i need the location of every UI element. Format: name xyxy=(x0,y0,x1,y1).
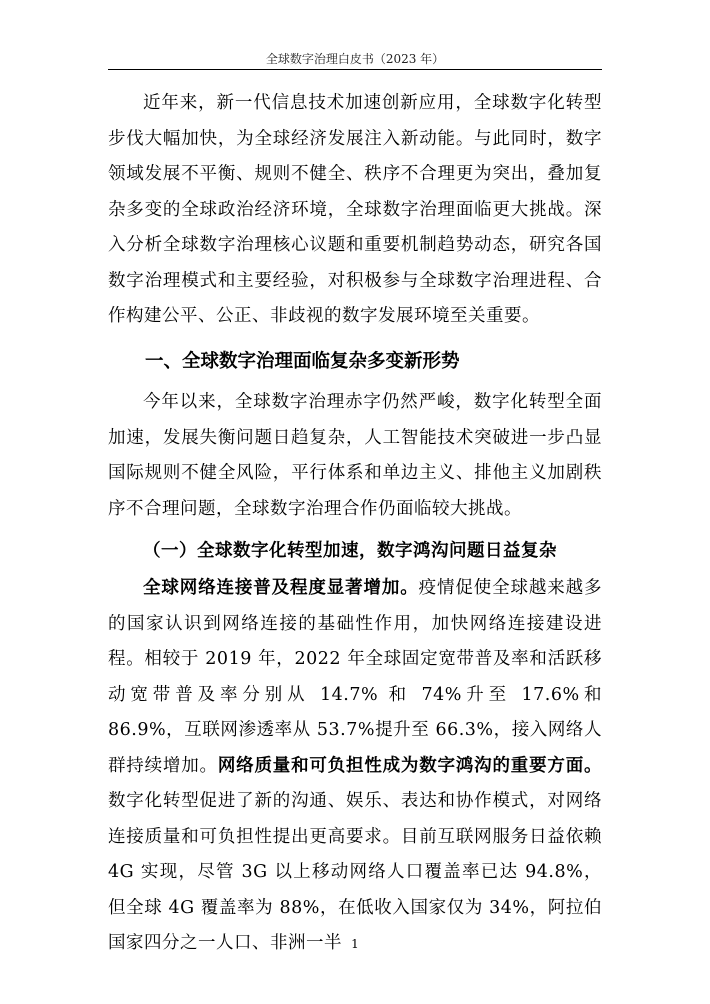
bold-lead-1: 全球网络连接普及程度显著增加。 xyxy=(143,578,419,598)
header-rule xyxy=(108,69,602,70)
intro-paragraph: 近年来，新一代信息技术加速创新应用，全球数字化转型步伐大幅加快，为全球经济发展注入新动能。与此同时，数字领域发展不平衡、规则不健全、秩序不合理更为突出，叠加复杂多变的全球政治经济环境，全球数字治理面临更大挑战。深入分析全球数字治理核心议题和重要机制趋势动态，研究各国数字治理模式和主要经验，对积极参与全球数字治理进程、合作构建公平、公正、非歧视的数字发展环境至关重要。 xyxy=(108,93,602,326)
section-heading: 一、全球数字治理面临复杂多变新形势 xyxy=(145,351,460,372)
section-paragraph: 今年以来，全球数字治理赤字仍然严峻，数字化转型全面加速，发展失衡问题日趋复杂，人工智能技术突破进一步凸显国际规则不健全风险，平行体系和单边主义、排他主义加剧秩序不合理问题，全球数字治理合作仍面临较大挑战。 xyxy=(108,392,602,519)
subsection-heading: （一）全球数字化转型加速，数字鸿沟问题日益复杂 xyxy=(143,541,557,561)
page-number: 1 xyxy=(351,937,359,951)
body-text-2: 数字化转型促进了新的沟通、娱乐、表达和协作模式，对网络连接质量和可负担性提出更高要求。目前互联网服务日益依赖 4G 实现，尽管 3G 以上移动网络人口覆盖率已达 94.8%，但全球 4G 覆盖率为 88%，在低收入国家仅为 34%，阿拉伯国家四分之一人口、非洲一半 xyxy=(108,791,602,953)
body-text-1: 疫情促使全球越来越多的国家认识到网络连接的基础性作用，加快网络连接建设进程。相较于 2019 年，2022 年全球固定宽带普及率和活跃移动宽带普及率分别从 14.7% 和 74%升至 17.6%和 86.9%，互联网渗透率从 53.7%提升至 66.3%，接入网络人群持续增加。 xyxy=(108,578,602,776)
running-header: 全球数字治理白皮书（2023 年） xyxy=(265,52,445,66)
bold-lead-2: 网络质量和可负担性成为数字鸿沟的重要方面。 xyxy=(217,755,603,776)
body-paragraph xyxy=(108,571,602,962)
